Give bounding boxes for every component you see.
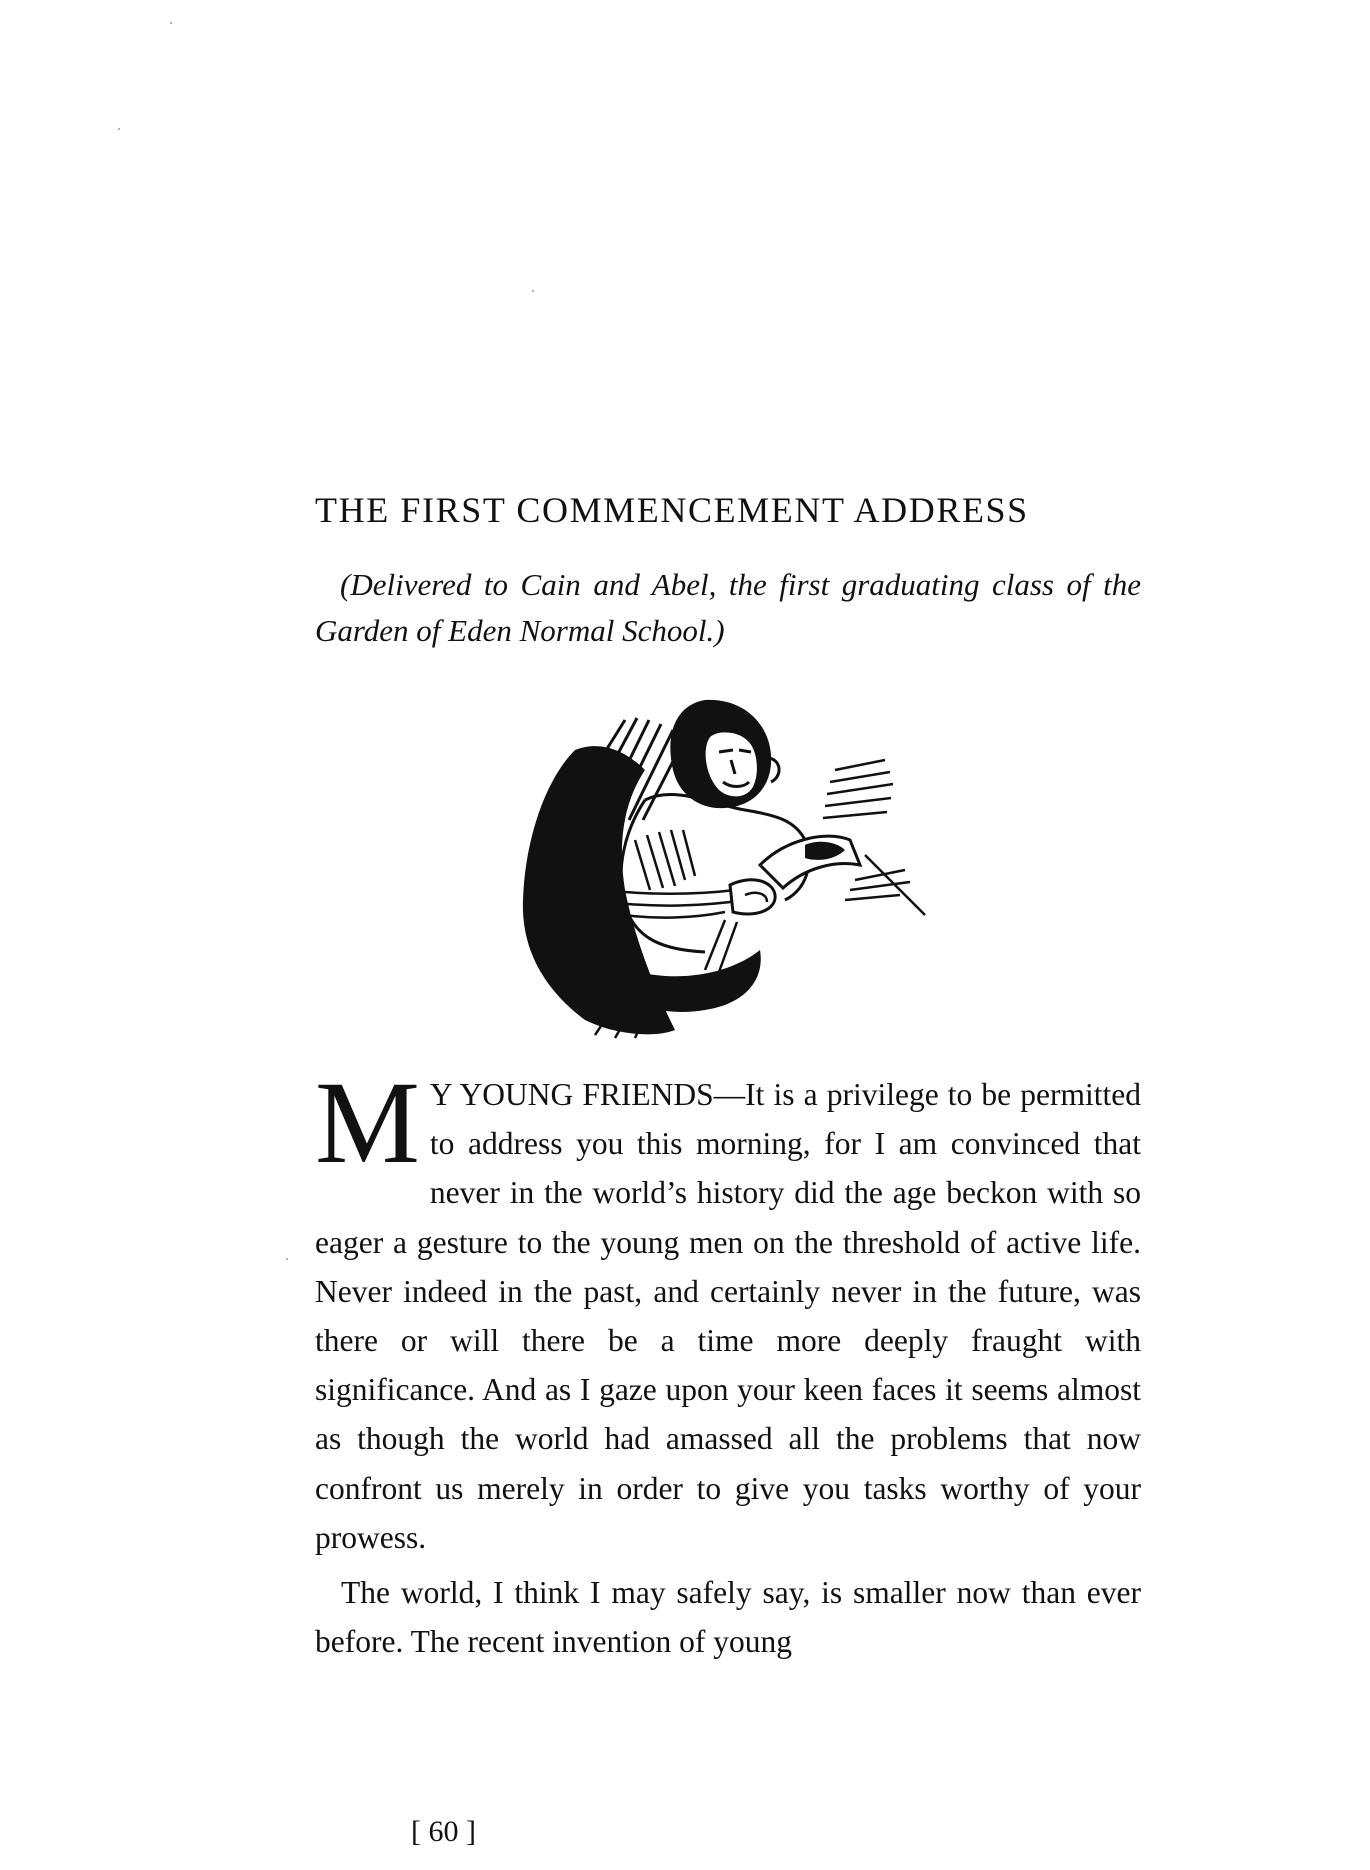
scan-speck [118, 128, 120, 130]
chapter-title: THE FIRST COMMENCEMENT ADDRESS [315, 490, 1029, 530]
body-text [315, 1057, 1141, 1666]
paragraph-1 [315, 1057, 1141, 1562]
paragraph-2: The world, I think I may safely say, is smaller now than ever before. The recent invention of young [315, 1575, 1141, 1660]
scan-speck [532, 290, 534, 292]
scan-speck [170, 22, 172, 24]
ape-reading-book-illustration [505, 690, 955, 1040]
drop-cap: M [315, 1057, 420, 1188]
chapter-subtitle: (Delivered to Cain and Abel, the first graduating class of the Garden of Eden Normal School.) [315, 567, 1141, 648]
page-number: [ 60 ] [411, 1815, 476, 1848]
scan-speck [286, 1258, 288, 1260]
paragraph-1-text: Y YOUNG FRIENDS—It is a privilege to be permitted to address you this morning, for I am convinced that never in the world’s history did the age beckon with so eager a gesture to the young men on the threshold of active life. Never indeed in the past, and certainly never in the future, was there or will there be a time more deeply fraught with significance. And as I gaze upon your keen faces it seems almost as though the world had amassed all the problems that now confront us merely in order to give you tasks worthy of your prowess. [315, 1077, 1141, 1555]
